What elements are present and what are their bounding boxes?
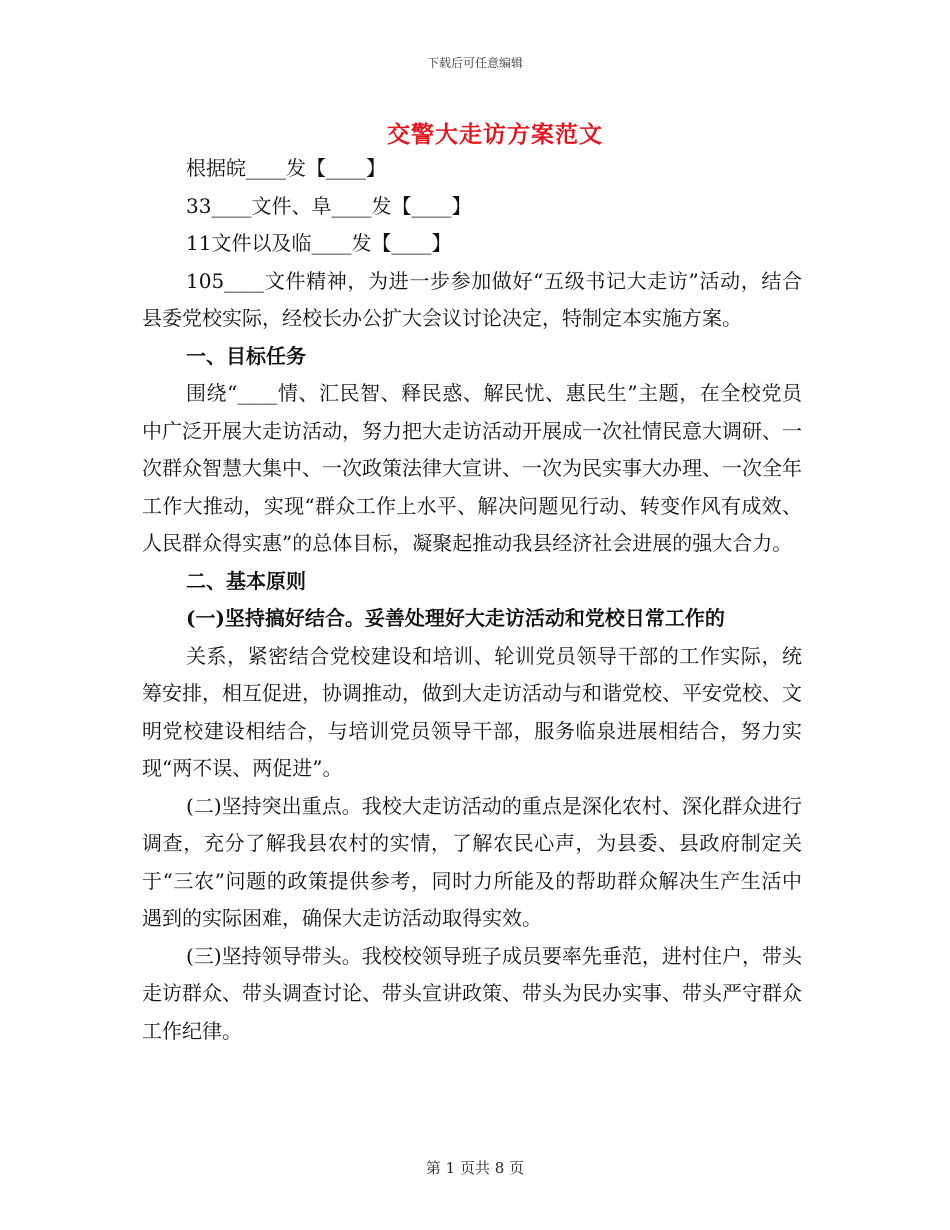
intro-paragraph: 105____文件精神，为进一步参加做好“五级书记大走访”活动，结合县委党校实际，经校长办公扩大会议讨论决定，特制定本实施方案。 — [142, 268, 802, 330]
principle-1-heading: (一)坚持搞好结合。妥善处理好大走访活动和党校日常工作的 — [186, 606, 725, 630]
reference-line-3: 11文件以及临____发【____】 — [186, 231, 452, 255]
page-number: 第 1 页共 8 页 — [425, 1159, 525, 1177]
principle-2-paragraph: (二)坚持突出重点。我校大走访活动的重点是深化农村、深化群众进行调查，充分了解我县农村的实情，了解农民心声，为县委、县政府制定关于“三农”问题的政策提供参考，同时力所能及的帮助群众解决生产生活中遇到的实际困难，确保大走访活动取得实效。 — [142, 793, 802, 930]
reference-line-2: 33____文件、阜____发【____】 — [186, 193, 472, 218]
reference-line-1: 根据皖____发【____】 — [186, 156, 386, 180]
goals-paragraph: 围绕“____情、汇民智、释民惑、解民忧、惠民生”主题，在全校党员中广泛开展大走访活动，努力把大走访活动开展成一次社情民意大调研、一次群众智慧大集中、一次政策法律大宣讲、一次为民实事大办理、一次全年工作大推动，实现“群众工作上水平、解决问题见行动、转变作风有成效、人民群众得实惠”的总体目标，凝聚起推动我县经济社会进展的强大合力。 — [142, 381, 802, 555]
document-body — [142, 150, 802, 1050]
section-heading-goals: 一、目标任务 — [186, 343, 306, 368]
principle-3-paragraph: (三)坚持领导带头。我校校领导班子成员要率先垂范，进村住户，带头走访群众、带头调查讨论、带头宣讲政策、带头为民办实事、带头严守群众工作纪律。 — [142, 943, 802, 1043]
document-title: 交警大走访方案范文 — [387, 121, 603, 148]
section-heading-principles: 二、基本原则 — [186, 568, 306, 593]
page-header-note: 下载后可任意编辑 — [426, 56, 523, 70]
principle-1-paragraph: 关系，紧密结合党校建设和培训、轮训党员领导干部的工作实际，统筹安排，相互促进，协调推动，做到大走访活动与和谐党校、平安党校、文明党校建设相结合，与培训党员领导干部，服务临泉进展相结合，努力实现“两不误、两促进”。 — [142, 643, 802, 780]
